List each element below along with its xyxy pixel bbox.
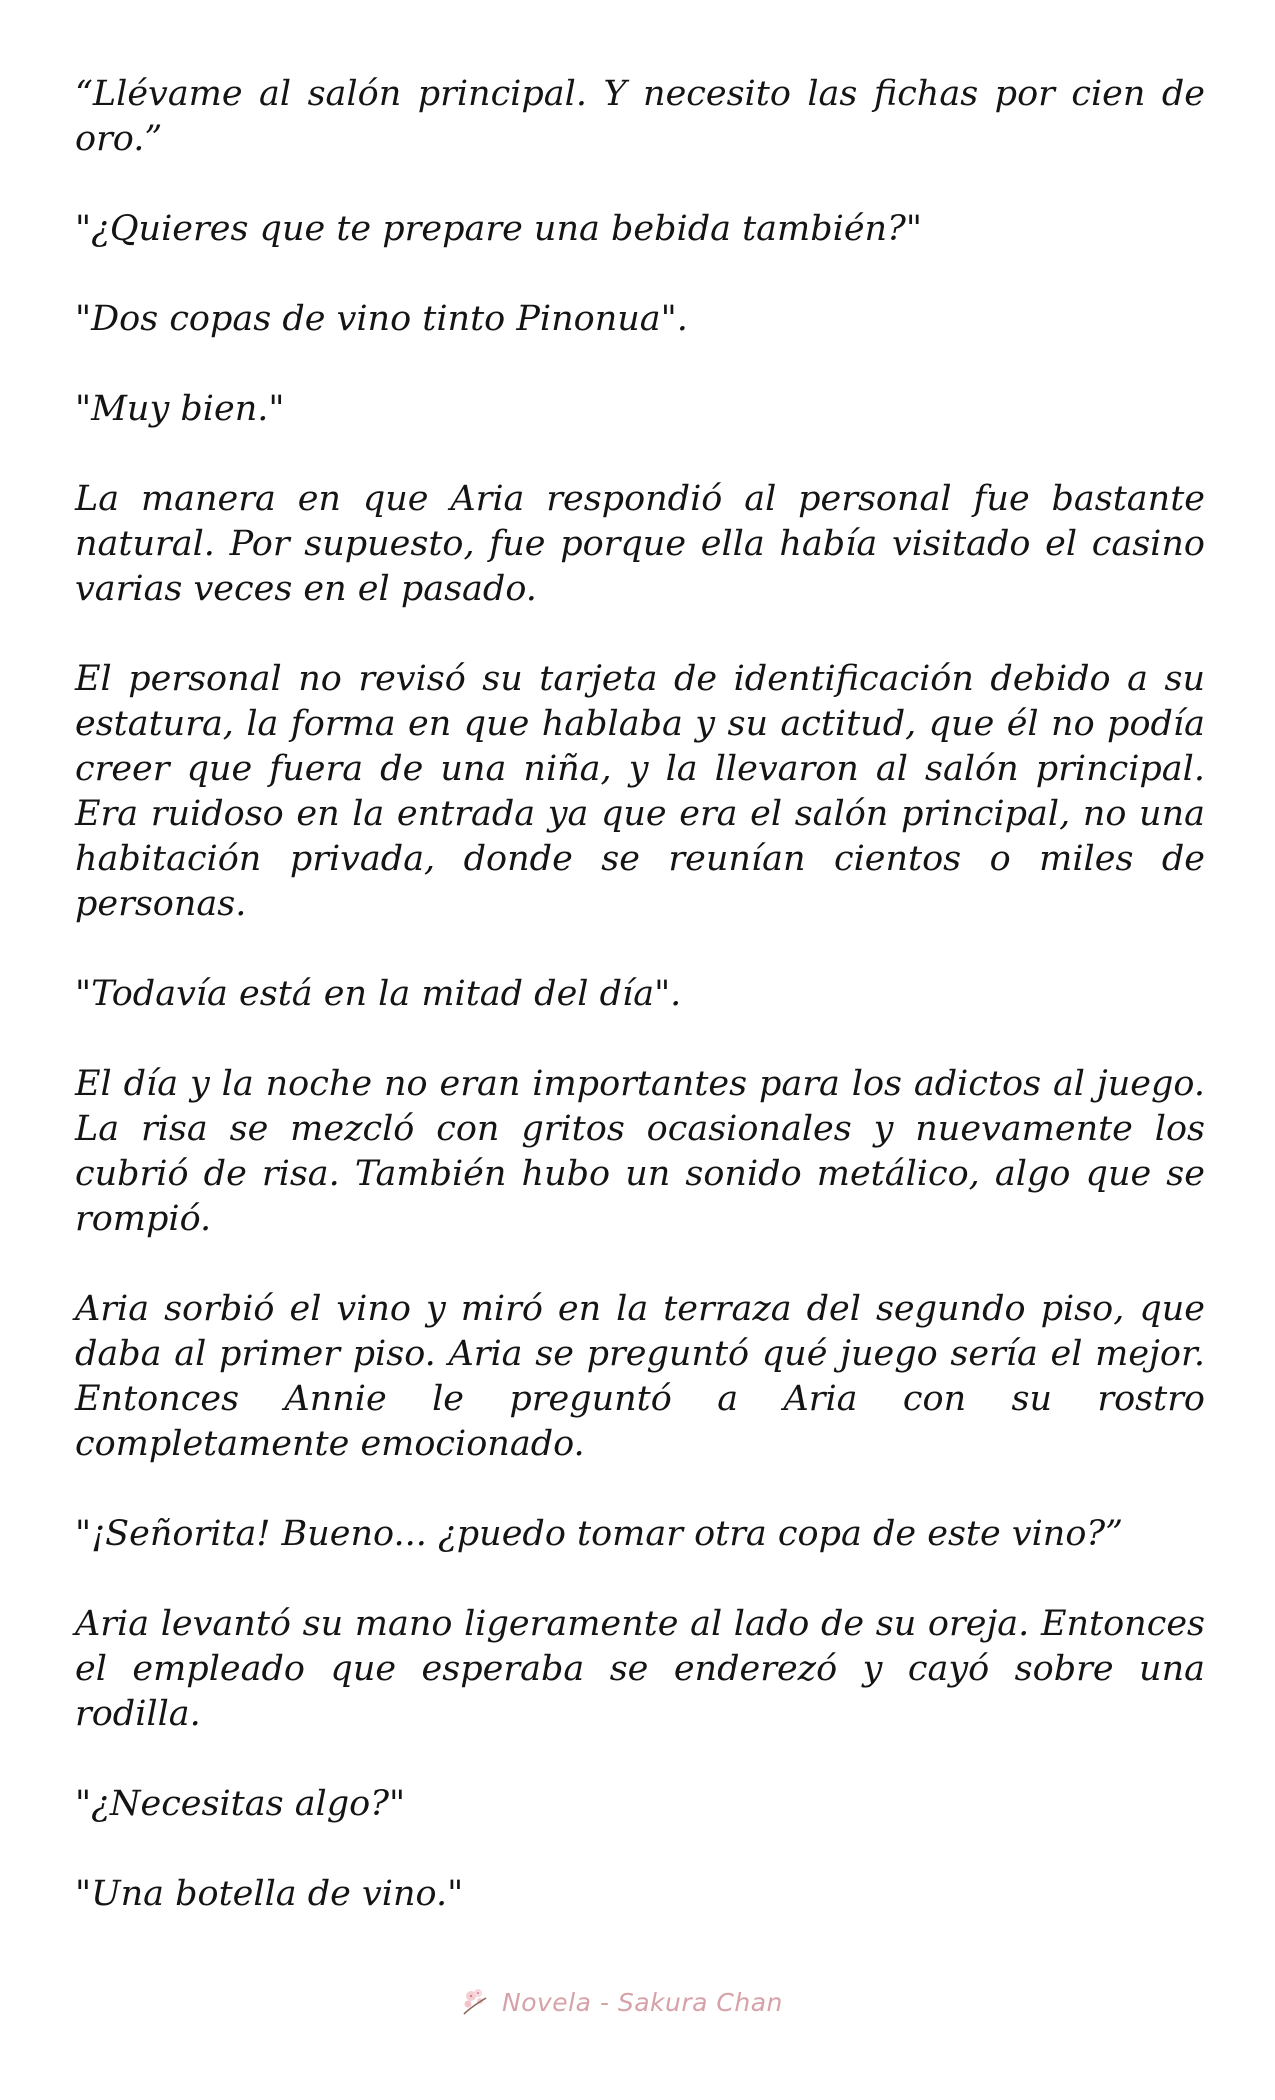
paragraph-1: “Llévame al salón principal. Y necesito las fichas por cien de oro.”	[75, 74, 1205, 159]
sakura-blossom-icon	[458, 1984, 494, 2020]
paragraph-10: "¡Señorita! Bueno... ¿puedo tomar otra copa de este vino?”	[75, 1514, 1124, 1554]
watermark	[458, 1982, 783, 2022]
paragraph-5: La manera en que Aria respondió al personal fue bastante natural. Por supuesto, fue porque ella había visitado el casino varias veces en el pasado.	[75, 479, 1205, 609]
paragraph-13: "Una botella de vino."	[75, 1874, 464, 1914]
paragraph-2: "¿Quieres que te prepare una bebida también?"	[75, 209, 922, 249]
paragraph-6: El personal no revisó su tarjeta de identificación debido a su estatura, la forma en que hablaba y su actitud, que él no podía creer que fuera de una niña, y la llevaron al salón principal. Era ruidoso en la entrada ya que era el salón principal, no una habitación privada, donde se reunían cientos o miles de personas.	[75, 659, 1205, 924]
paragraph-4: "Muy bien."	[75, 389, 285, 429]
paragraph-3: "Dos copas de vino tinto Pinonua".	[75, 299, 688, 339]
paragraph-9: Aria sorbió el vino y miró en la terraza del segundo piso, que daba al primer piso. Aria se preguntó qué juego sería el mejor. Entonces Annie le preguntó a Aria con su rostro completamente emocionado.	[75, 1289, 1205, 1464]
watermark-text: Novela - Sakura Chan	[502, 1987, 783, 2017]
novel-page-text	[75, 72, 1205, 1962]
paragraph-7: "Todavía está en la mitad del día".	[75, 974, 682, 1014]
paragraph-8: El día y la noche no eran importantes para los adictos al juego. La risa se mezcló con gritos ocasionales y nuevamente los cubrió de risa. También hubo un sonido metálico, algo que se rompió.	[75, 1064, 1205, 1239]
paragraph-12: "¿Necesitas algo?"	[75, 1784, 406, 1824]
paragraph-11: Aria levantó su mano ligeramente al lado de su oreja. Entonces el empleado que esperaba se enderezó y cayó sobre una rodilla.	[75, 1604, 1205, 1734]
